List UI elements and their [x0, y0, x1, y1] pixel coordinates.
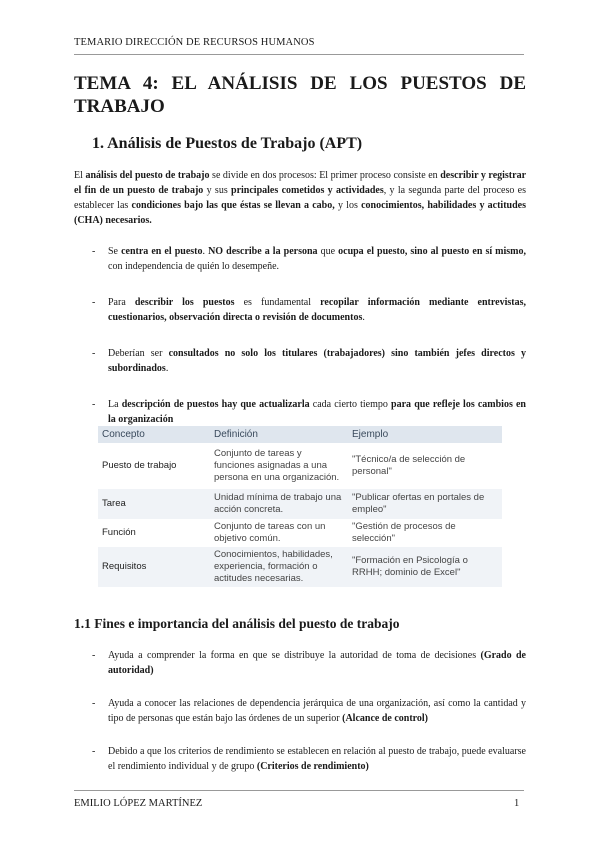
bold-text: condiciones bajo las que éstas se llevan a cabo,	[131, 200, 335, 211]
list-item	[74, 397, 526, 427]
bold-text: descripción de puestos hay que actualizarla	[121, 399, 310, 410]
table-cell: Puesto de trabajo	[102, 460, 177, 471]
table-cell: Función	[102, 527, 136, 538]
dash-bullet: -	[92, 297, 96, 308]
apt-concepts-table	[98, 426, 502, 587]
text: .	[202, 246, 209, 257]
text: se divide en dos procesos: El primer proceso consiste en	[209, 170, 441, 181]
chapter-title-line-2: TRABAJO	[74, 96, 165, 117]
list-item	[74, 244, 526, 274]
bold-text: principales cometidos y actividades	[231, 185, 384, 196]
footer-divider	[74, 790, 524, 791]
table-cell: "Publicar ofertas en portales de empleo"	[348, 489, 502, 519]
bold-text: (Criterios de rendimiento)	[256, 761, 369, 772]
dash-bullet: -	[92, 246, 96, 257]
table-cell: Conjunto de tareas con un objetivo común.	[214, 521, 326, 544]
bold-text: ocupa el puesto, sino al puesto en sí mismo,	[338, 246, 527, 257]
table-cell: "Gestión de procesos de selección"	[352, 521, 456, 544]
footer-author: EMILIO LÓPEZ MARTÍNEZ	[74, 798, 203, 809]
column-header: Concepto	[98, 426, 210, 443]
bold-text: describir los puestos	[134, 297, 235, 308]
table-cell: "Formación en Psicología o RRHH; dominio de Excel"	[348, 547, 502, 587]
list-item	[74, 648, 526, 678]
apt-concepts-table-figure	[98, 426, 502, 587]
bold-text: análisis del puesto de trabajo	[85, 170, 210, 181]
table-row	[98, 519, 502, 547]
fines-bullet-list	[74, 648, 526, 774]
list-item	[74, 295, 526, 325]
subsection-heading: 1.1 Fines e importancia del análisis del puesto de trabajo	[74, 616, 400, 631]
bold-text: (Grado de autoridad)	[108, 650, 526, 676]
dash-bullet: -	[92, 348, 96, 359]
chapter-title-line-1: TEMA 4: EL ANÁLISIS DE LOS PUESTOS DE	[74, 73, 526, 94]
table-cell: Conocimientos, habilidades, experiencia, formación o actitudes necesarias.	[210, 547, 348, 587]
bold-text: conocimientos, habilidades y actitudes (CHA) necesarios.	[74, 200, 526, 226]
bold-text: para que refleje los cambios en la organización	[108, 399, 526, 425]
bold-text: recopilar información mediante entrevistas, cuestionarios, observación directa o revisión de documentos	[108, 297, 526, 323]
table-cell: Conjunto de tareas y funciones asignadas a una persona en una organización.	[214, 448, 340, 483]
table-row	[98, 489, 502, 519]
dash-bullet: -	[92, 650, 96, 661]
bold-text: consultados no solo los titulares (trabajadores) sino también jefes directos y subordinados	[108, 348, 527, 374]
page-number: 1	[514, 798, 520, 809]
apt-bullet-list	[74, 244, 526, 427]
text: Ayuda a comprender la forma en que se distribuye la autoridad de toma de decisiones	[108, 650, 481, 661]
text: que	[317, 246, 339, 257]
bold-text: NO describe a la persona	[208, 246, 318, 257]
table-header-row	[98, 426, 502, 443]
text: Debido a que los criterios de rendimiento se establecen en relación al puesto de trabajo, puede evaluarse el rendimiento individual y de grupo	[108, 746, 526, 772]
text: y los	[334, 200, 362, 211]
dash-bullet: -	[92, 698, 96, 709]
section-heading-apt: 1. Análisis de Puestos de Trabajo (APT)	[92, 135, 363, 152]
chapter-title	[74, 72, 526, 118]
header-divider	[74, 54, 524, 55]
list-item	[74, 696, 526, 726]
running-header: TEMARIO DIRECCIÓN DE RECURSOS HUMANOS	[74, 37, 315, 48]
bold-text: (Alcance de control)	[342, 713, 429, 724]
table-cell: "Técnico/a de selección de personal"	[352, 454, 466, 477]
table-row	[98, 547, 502, 587]
column-header: Definición	[210, 426, 348, 443]
text: El	[74, 170, 86, 181]
text: Ayuda a conocer las relaciones de dependencia jerárquica de una organización, así como la cantidad y tipo de personas que están bajo las órdenes de un superior	[108, 698, 526, 724]
table-cell: Tarea	[98, 489, 210, 519]
text: Para	[108, 297, 135, 308]
text: .	[362, 312, 365, 323]
text: , y la segunda parte del proceso es establecer las	[74, 185, 527, 211]
list-item	[74, 346, 526, 376]
table-cell: Unidad mínima de trabajo una acción concreta.	[210, 489, 348, 519]
text: .	[165, 363, 169, 374]
column-header: Ejemplo	[348, 426, 502, 443]
table-cell: Requisitos	[98, 547, 210, 587]
text: es fundamental	[234, 297, 321, 308]
table-row	[98, 443, 502, 489]
list-item	[74, 744, 526, 774]
text: La	[108, 399, 122, 410]
dash-bullet: -	[92, 399, 96, 410]
text: Se	[108, 246, 122, 257]
text: cada cierto tiempo	[309, 399, 392, 410]
bold-text: describir y registrar el fin de un puesto de trabajo	[74, 170, 527, 196]
dash-bullet: -	[92, 746, 96, 757]
text: y sus	[203, 185, 232, 196]
bold-text: centra en el puesto	[121, 246, 203, 257]
text: Deberían ser	[108, 348, 169, 359]
text: con independencia de quién lo desempeñe.	[108, 261, 280, 272]
intro-paragraph	[74, 168, 526, 228]
